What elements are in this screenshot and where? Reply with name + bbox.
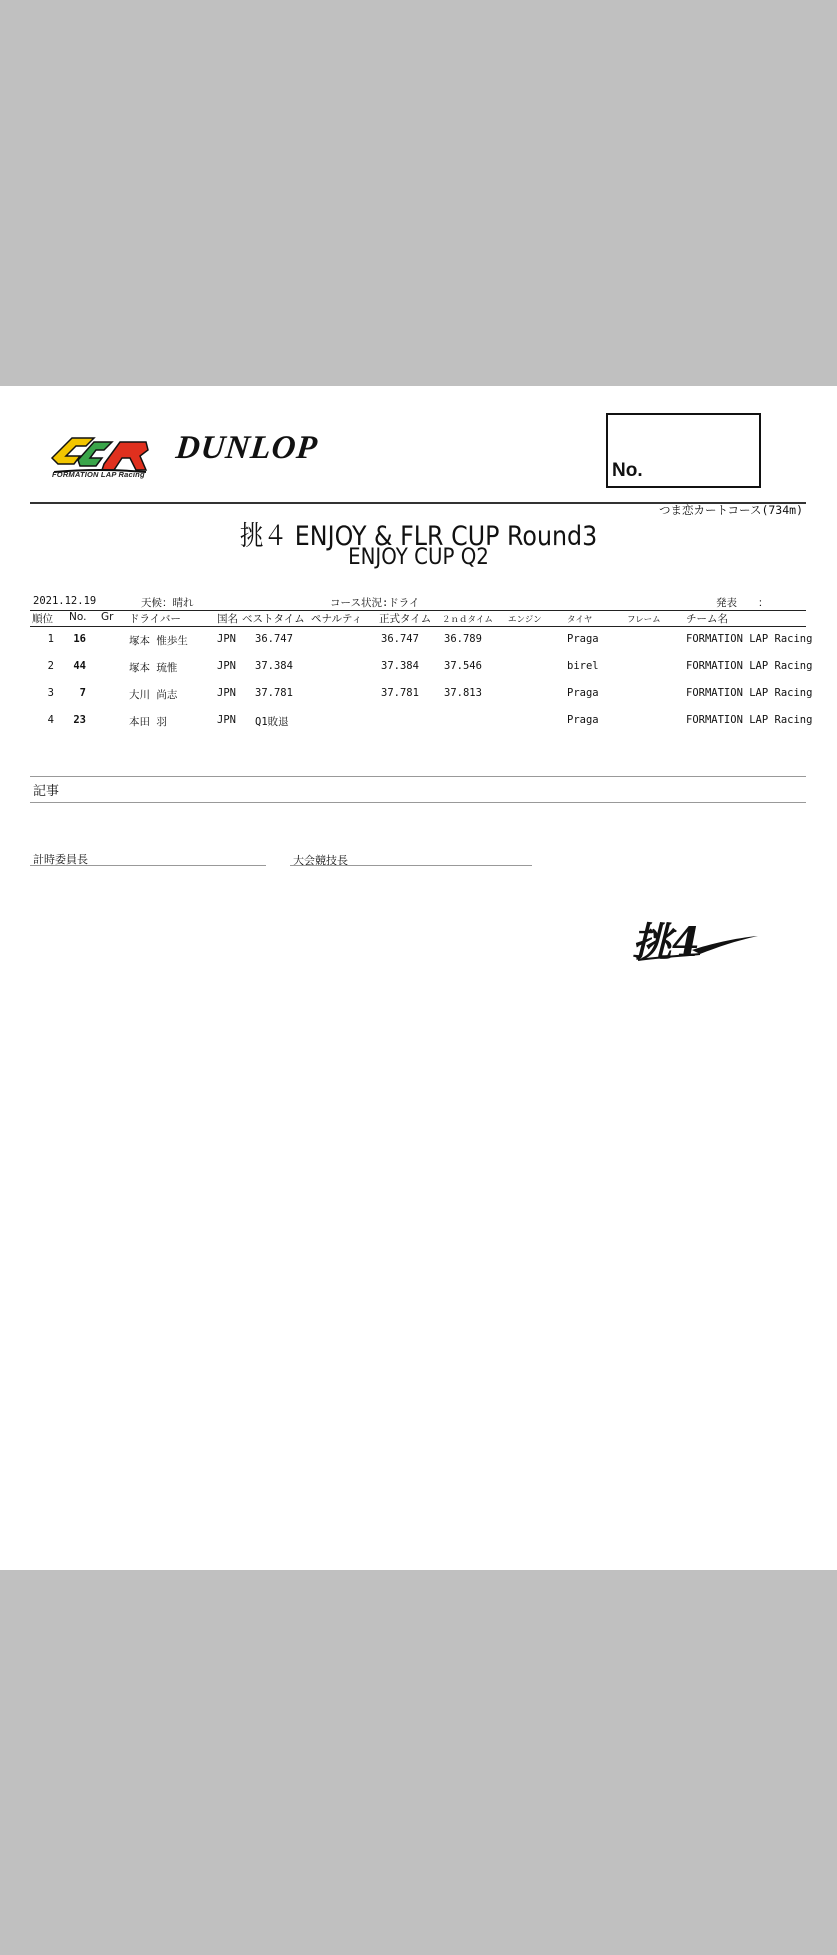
course-name: つま恋カートコース(734m) (658, 503, 803, 517)
notes-top-rule (30, 776, 806, 777)
cell-best: 37.384 (255, 660, 293, 672)
cell-pos: 1 (47, 633, 54, 645)
col-frame: フレーム (627, 615, 661, 625)
page-title: 挑４ ENJOY & FLR CUP Round3 (239, 521, 598, 552)
cell-best: Q1敗退 (255, 716, 289, 728)
table-row (0, 687, 837, 711)
table-row (0, 633, 837, 657)
svg-text:挑4: 挑4 (632, 919, 700, 966)
cell-best: 36.747 (255, 633, 293, 645)
cell-official: 37.384 (381, 660, 419, 672)
dunlop-logo: DUNLOP (174, 430, 320, 466)
cell-driver: 本田 羽 (129, 716, 167, 728)
cell-nation: JPN (217, 660, 236, 672)
cell-no: 16 (73, 633, 86, 645)
cell-nation: JPN (217, 714, 236, 726)
cell-tire: birel (567, 660, 599, 672)
timing-chief-signature-line (30, 865, 266, 866)
table-row (0, 660, 837, 684)
cell-team: FORMATION LAP Racing (686, 687, 813, 699)
track-condition: コース状況:ドライ (330, 597, 420, 609)
cell-second: 36.789 (444, 633, 482, 645)
cell-second: 37.546 (444, 660, 482, 672)
race-director-signature-line (290, 865, 532, 866)
table-header-rule (30, 626, 806, 627)
col-team: チーム名 (686, 613, 728, 625)
col-driver: ドライバー (129, 613, 181, 625)
race-director-label: 大会競技長 (293, 854, 348, 867)
cell-no: 44 (73, 660, 86, 672)
number-box-label: No. (612, 460, 643, 481)
race-date: 2021.12.19 (33, 595, 97, 607)
page-subtitle: ENJOY CUP Q2 (348, 545, 489, 570)
cell-official: 36.747 (381, 633, 419, 645)
cell-tire: Praga (567, 633, 599, 645)
cell-nation: JPN (217, 633, 236, 645)
cell-tire: Praga (567, 687, 599, 699)
cell-pos: 4 (47, 714, 54, 726)
col-engine: エンジン (508, 615, 542, 625)
cell-second: 37.813 (444, 687, 482, 699)
col-official: 正式タイム (379, 613, 432, 625)
col-gr: Gr (101, 611, 114, 623)
table-row (0, 714, 837, 738)
cell-best: 37.781 (255, 687, 293, 699)
result-sheet (0, 386, 837, 1570)
cell-team: FORMATION LAP Racing (686, 633, 813, 645)
col-tire: タイヤ (567, 615, 593, 625)
cell-team: FORMATION LAP Racing (686, 660, 813, 672)
cell-no: 7 (79, 687, 86, 699)
cell-official: 37.781 (381, 687, 419, 699)
announce-time: 発表 ： (716, 597, 769, 609)
cell-pos: 2 (47, 660, 54, 672)
cell-nation: JPN (217, 687, 236, 699)
flr-logo-caption: FORMATION LAP Racing (52, 470, 145, 479)
event-brush-logo (630, 910, 760, 970)
cell-driver: 塚本 惟歩生 (129, 635, 188, 647)
timing-chief-label: 計時委員長 (33, 853, 88, 866)
col-best: ベストタイム (242, 613, 305, 625)
cell-pos: 3 (47, 687, 54, 699)
col-no: No. (69, 611, 87, 623)
weather: 天候：晴れ (141, 597, 194, 609)
col-pos: 順位 (32, 613, 53, 625)
notes-label: 記事 (33, 784, 60, 799)
number-box (606, 413, 761, 488)
col-penalty: ペナルティ (311, 613, 363, 625)
notes-bottom-rule (30, 802, 806, 803)
cell-team: FORMATION LAP Racing (686, 714, 813, 726)
col-second: ２ｎｄタイム (442, 615, 493, 625)
cell-no: 23 (73, 714, 86, 726)
cell-driver: 塚本 琉惟 (129, 662, 178, 674)
flr-logo (50, 428, 150, 490)
cell-driver: 大川 尚志 (129, 689, 178, 701)
col-nation: 国名 (217, 613, 238, 625)
cell-tire: Praga (567, 714, 599, 726)
